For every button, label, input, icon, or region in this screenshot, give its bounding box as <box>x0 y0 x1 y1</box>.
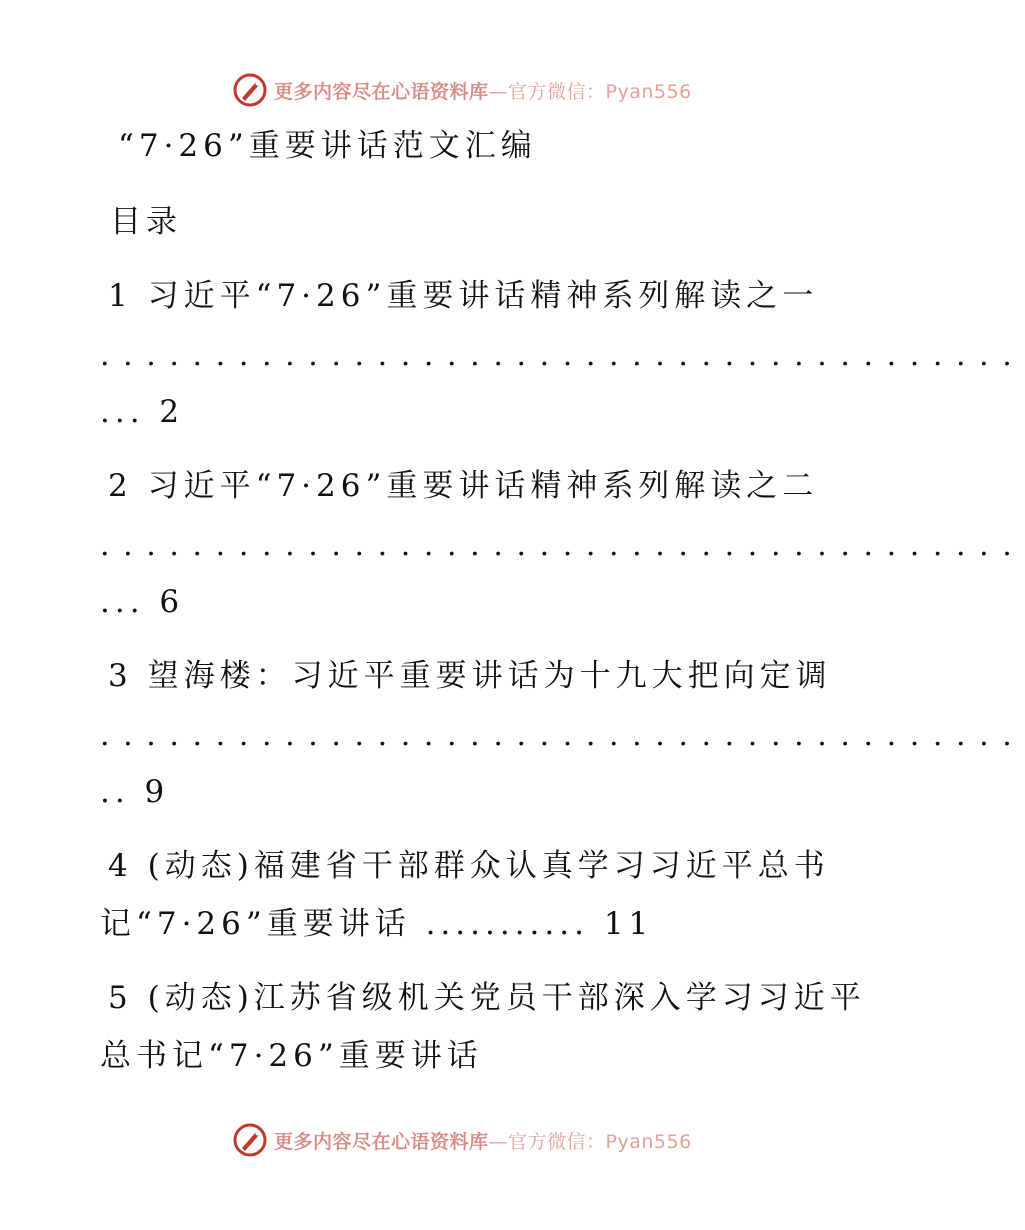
pen-logo-icon <box>232 72 268 108</box>
toc-entry-5-continuation: 总书记“7·26”重要讲话 <box>100 1038 483 1074</box>
toc-entry-1-number: 1 <box>108 278 133 314</box>
watermark-brand: 更多内容尽在心语资料库 <box>274 1130 489 1153</box>
toc-entry-4-continuation: 记“7·26”重要讲话 ........... 11 <box>100 906 654 942</box>
toc-entry-2-number: 2 <box>108 468 133 504</box>
watermark-header <box>232 70 692 110</box>
toc-entry-1-text: 习近平“7·26”重要讲话精神系列解读之一 <box>147 278 819 314</box>
toc-entry-2-text: 习近平“7·26”重要讲话精神系列解读之二 <box>147 468 819 504</box>
watermark-rest: —官方微信：Pyan556 <box>488 80 692 103</box>
toc-entry-3-number: 3 <box>108 658 133 694</box>
pen-logo-icon <box>232 1122 268 1158</box>
toc-entry-2-leader: ........................................ <box>100 528 1025 563</box>
toc-entry-5-title[interactable] <box>108 978 866 1018</box>
toc-entry-3-page: .. 9 <box>100 774 170 810</box>
toc-entry-4-title[interactable] <box>108 846 830 886</box>
watermark-footer <box>232 1120 692 1160</box>
toc-entry-5-text: (动态)江苏省级机关党员干部深入学习习近平 <box>147 980 866 1016</box>
document-title: “7·26”重要讲话范文汇编 <box>118 128 537 164</box>
watermark-rest: —官方微信：Pyan556 <box>488 1130 692 1153</box>
toc-entry-5-number: 5 <box>108 980 133 1016</box>
toc-entry-4-text: (动态)福建省干部群众认真学习习近平总书 <box>147 848 830 884</box>
toc-entry-2-title[interactable] <box>108 466 818 506</box>
toc-entry-2-page: ... 6 <box>100 584 185 620</box>
toc-entry-3-text: 望海楼：习近平重要讲话为十九大把向定调 <box>147 658 832 694</box>
watermark-brand: 更多内容尽在心语资料库 <box>274 80 489 103</box>
watermark-text <box>274 77 692 104</box>
toc-entry-1-page: ... 2 <box>100 394 185 430</box>
toc-entry-3-leader: ........................................ <box>100 718 1025 753</box>
watermark-text <box>274 1127 692 1154</box>
toc-heading: 目录 <box>110 204 182 240</box>
toc-entry-1-title[interactable] <box>108 276 818 316</box>
toc-entry-1-leader: ........................................ <box>100 338 1025 373</box>
toc-entry-3-title[interactable] <box>108 656 832 696</box>
toc-entry-4-number: 4 <box>108 848 133 884</box>
